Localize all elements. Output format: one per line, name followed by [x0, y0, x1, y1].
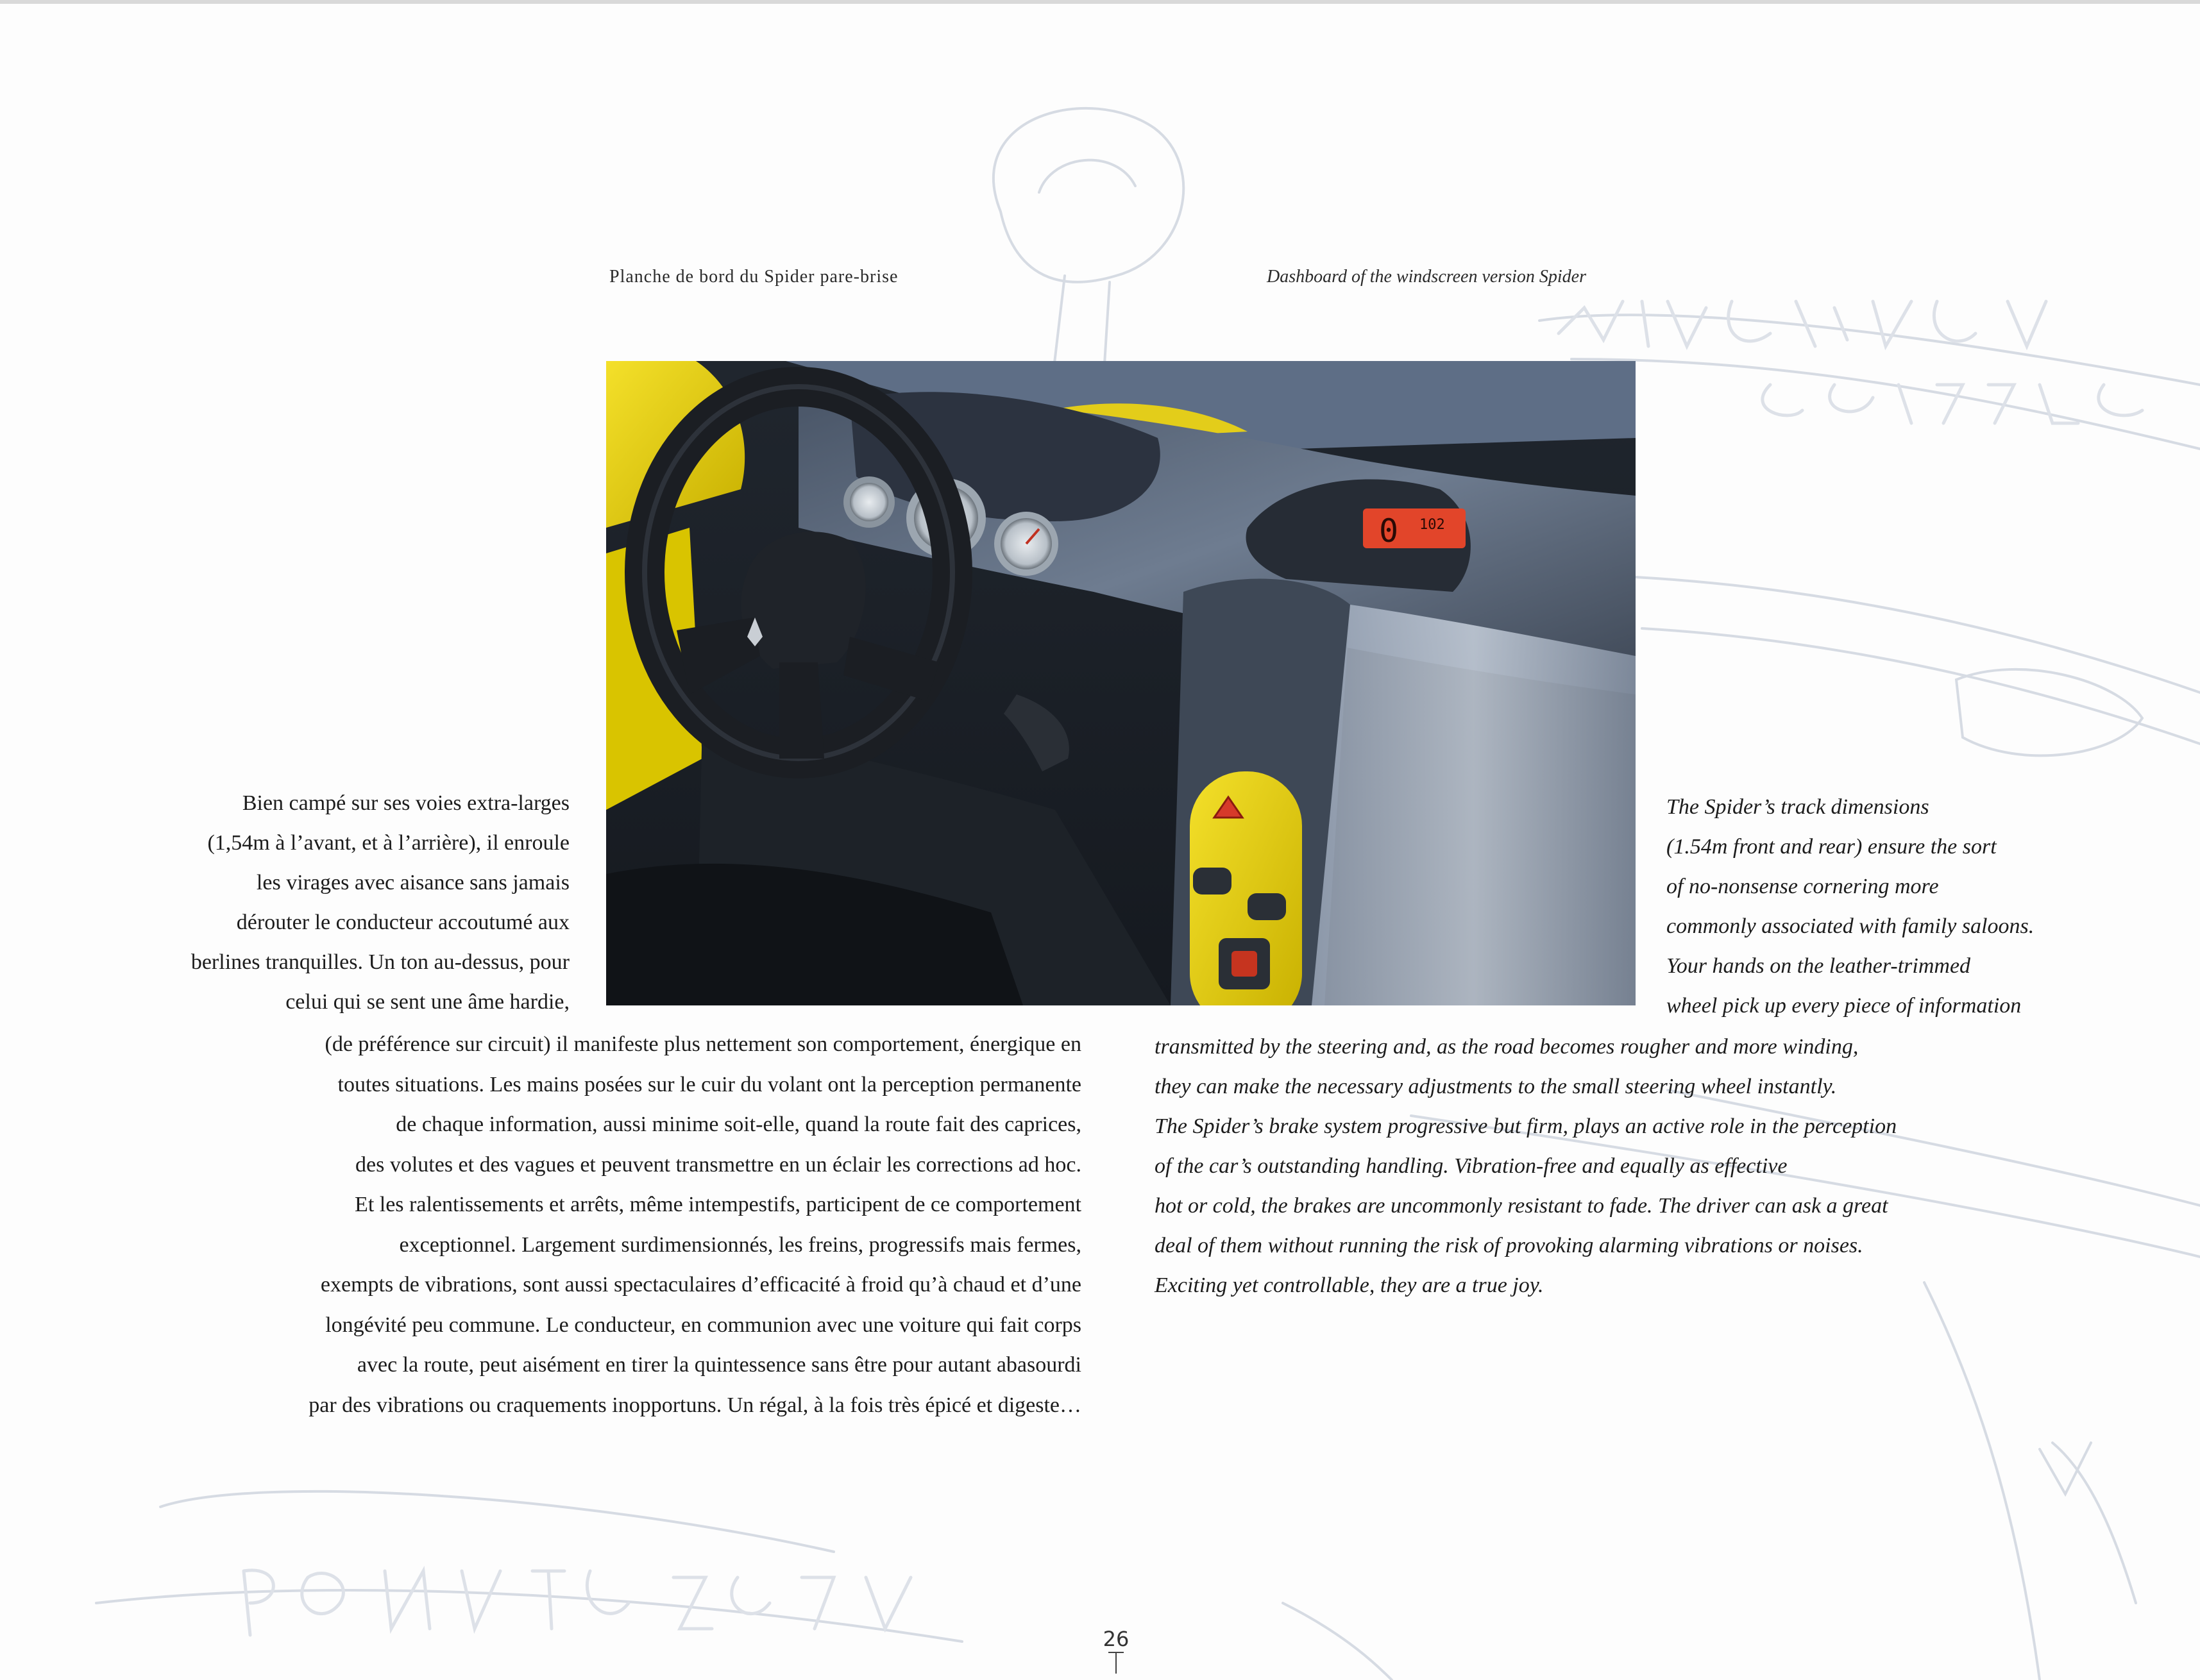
french-text-line: Bien campé sur ses voies extra-larges [242, 791, 570, 815]
display-reading: 0 [1379, 512, 1399, 550]
french-text-line: par des vibrations ou craquements inopportuns. Un régal, à la fois très épicé et digeste… [309, 1393, 1081, 1417]
english-text-line: Your hands on the leather-trimmed [1666, 954, 1971, 978]
french-text-lower [38, 1025, 1081, 1425]
dashboard-photo [606, 361, 1636, 1005]
french-text-line: exceptionnel. Largement surdimensionnés, les freins, progressifs mais fermes, [399, 1232, 1081, 1257]
english-text-line: of no-nonsense cornering more [1666, 875, 1939, 898]
english-text-line: Exciting yet controllable, they are a true joy. [1155, 1273, 1544, 1297]
french-text-line: exempts de vibrations, sont aussi spectaculaires d’efficacité à froid qu’à chaud et d’une [320, 1273, 1081, 1297]
french-text-line: (de préférence sur circuit) il manifeste plus nettement son comportement, énergique en [325, 1032, 1081, 1056]
french-text-line: des volutes et des vagues et peuvent transmettre en un éclair les corrections ad hoc. [355, 1152, 1081, 1177]
english-text-line: commonly associated with family saloons. [1666, 914, 2035, 938]
english-text-lower [1155, 1027, 2052, 1306]
english-text-line: hot or cold, the brakes are uncommonly resistant to fade. The driver can ask a great [1155, 1194, 1888, 1218]
french-text-line: (1,54m à l’avant, et à l’arrière), il enroule [207, 831, 570, 855]
french-text-line: longévité peu commune. Le conducteur, en communion avec une voiture qui fait corps [325, 1313, 1081, 1337]
french-text-line: dérouter le conducteur accoutumé aux [236, 911, 570, 934]
french-text-line: Et les ralentissements et arrêts, même intempestifs, participent de ce comportement [355, 1193, 1081, 1216]
french-text-line: berlines tranquilles. Un ton au-dessus, pour [190, 950, 570, 974]
dashboard-illustration [606, 361, 1636, 1005]
french-text-line: de chaque information, aussi minime soit-elle, quand la route fait des caprices, [396, 1113, 1081, 1136]
french-text-line: toutes situations. Les mains posées sur le cuir du volant ont la perception permanente [337, 1072, 1081, 1096]
french-text-line: celui qui se sent une âme hardie, [285, 990, 570, 1014]
french-text-line: avec la route, peut aisément en tirer la quintessence sans être pour autant abasourdi [357, 1353, 1081, 1377]
english-text-line: The Spider’s track dimensions [1666, 795, 1929, 819]
page-number-stem [1115, 1652, 1117, 1674]
english-text-upper [1666, 787, 2154, 1026]
english-text-line: deal of them without running the risk of provoking alarming vibrations or noises. [1155, 1234, 1863, 1257]
display-small-reading: 102 [1419, 517, 1445, 533]
english-text-line: The Spider’s brake system progressive but firm, plays an active role in the perception [1155, 1114, 1897, 1138]
english-text-line: wheel pick up every piece of information [1666, 994, 2022, 1018]
page-number: 26 [1103, 1627, 1130, 1651]
digital-display [1363, 508, 1466, 548]
english-text-line: of the car’s outstanding handling. Vibration-free and equally as effective [1155, 1154, 1788, 1178]
english-text-line: they can make the necessary adjustments to the small steering wheel instantly. [1155, 1075, 1837, 1098]
caption-english: Dashboard of the windscreen version Spider [1267, 267, 1586, 287]
caption-french: Planche de bord du Spider pare-brise [609, 267, 899, 287]
french-text-line: les virages avec aisance sans jamais [256, 871, 570, 895]
english-text-line: (1.54m front and rear) ensure the sort [1666, 835, 1997, 859]
english-text-line: transmitted by the steering and, as the road becomes rougher and more winding, [1155, 1035, 1859, 1059]
french-text-upper [51, 784, 570, 1022]
